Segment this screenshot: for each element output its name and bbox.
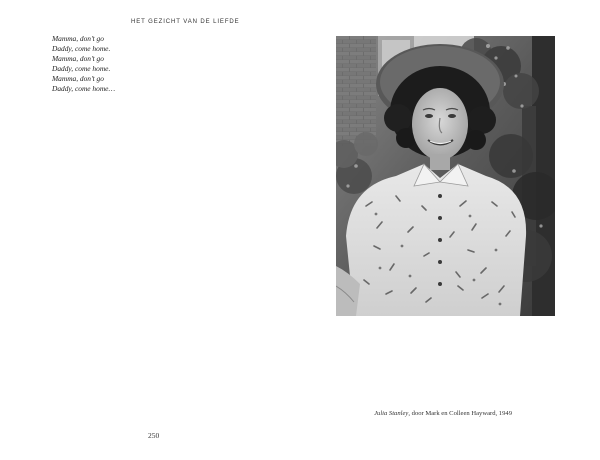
caption-credit: , door Mark en Colleen Hayward, 1949 bbox=[408, 410, 512, 417]
page-number: 250 bbox=[148, 431, 160, 440]
portrait-photo-graphic bbox=[336, 36, 555, 316]
photo-caption bbox=[374, 410, 512, 417]
poem-line: Daddy, come home. bbox=[52, 44, 111, 53]
poem-line: Daddy, come home… bbox=[52, 84, 116, 93]
poem-line: Mamma, don’t go bbox=[52, 34, 104, 43]
running-head: HET GEZICHT VAN DE LIEFDE bbox=[131, 19, 240, 25]
caption-subject-name: Julia Stanley bbox=[374, 410, 409, 417]
poem-stanza bbox=[52, 34, 115, 94]
poem-line: Mamma, don’t go bbox=[52, 74, 104, 83]
poem-line: Mamma, don’t go bbox=[52, 54, 104, 63]
poem-line: Daddy, come home. bbox=[52, 64, 111, 73]
portrait-photo bbox=[336, 36, 555, 316]
